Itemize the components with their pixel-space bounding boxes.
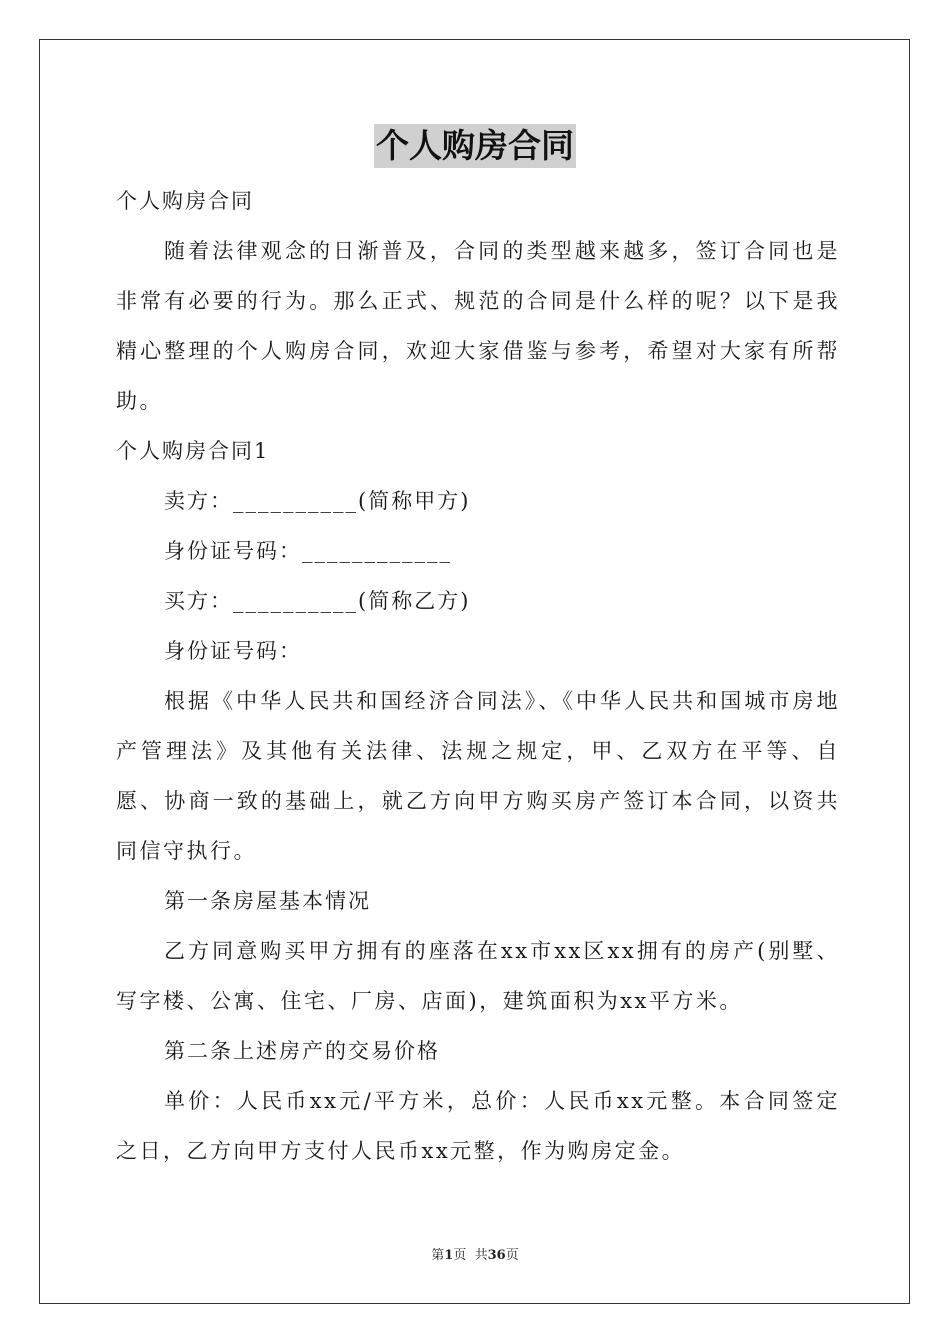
footer-middle: 页 共 xyxy=(453,1248,488,1263)
seller-id-line: 身份证号码：____________ xyxy=(164,539,452,563)
page-footer xyxy=(0,1244,950,1263)
document-title: 个人购房合同 xyxy=(374,124,576,168)
intro-paragraph: 随着法律观念的日渐普及，合同的类型越来越多，签订合同也是非常有必要的行为。那么正式、规范的合同是什么样的呢？以下是我精心整理的个人购房合同，欢迎大家借鉴与参考，希望对大家有所帮助。 xyxy=(116,239,840,413)
seller-line: 卖方：__________(简称甲方) xyxy=(164,489,471,513)
buyer-line: 买方：__________(简称乙方) xyxy=(164,589,471,613)
article2-body: 单价：人民币xx元/平方米，总价：人民币xx元整。本合同签定之日，乙方向甲方支付人民币xx元整，作为购房定金。 xyxy=(116,1089,840,1163)
current-page-number: 1 xyxy=(444,1248,454,1263)
footer-prefix: 第 xyxy=(431,1248,445,1263)
footer-suffix: 页 xyxy=(505,1248,519,1263)
article2-heading: 第二条上述房产的交易价格 xyxy=(164,1039,440,1063)
buyer-id-line: 身份证号码： xyxy=(164,639,302,663)
article1-heading: 第一条房屋基本情况 xyxy=(164,889,371,913)
document-body xyxy=(116,176,840,1176)
title-container xyxy=(0,124,950,168)
total-pages-number: 36 xyxy=(487,1248,506,1263)
section-heading: 个人购房合同1 xyxy=(116,439,270,463)
subtitle: 个人购房合同 xyxy=(116,189,254,213)
article1-body: 乙方同意购买甲方拥有的座落在xx市xx区xx拥有的房产(别墅、写字楼、公寓、住宅、厂房、店面)，建筑面积为xx平方米。 xyxy=(116,939,840,1013)
basis-paragraph: 根据《中华人民共和国经济合同法》、《中华人民共和国城市房地产管理法》及其他有关法律、法规之规定，甲、乙双方在平等、自愿、协商一致的基础上，就乙方向甲方购买房产签订本合同，以资共同信守执行。 xyxy=(116,689,840,863)
